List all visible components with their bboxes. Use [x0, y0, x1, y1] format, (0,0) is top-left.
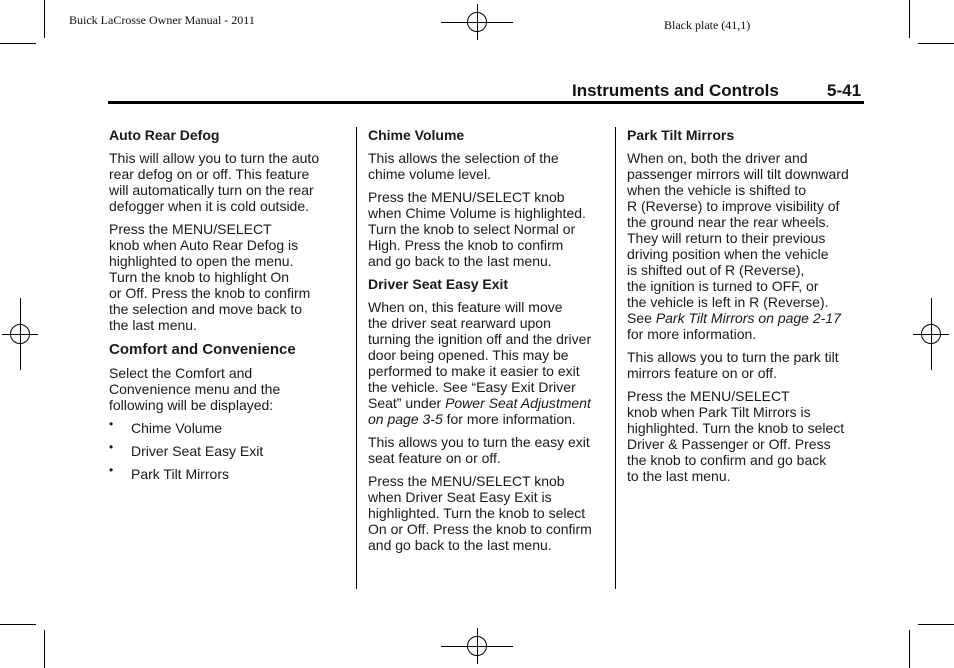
column-rule	[615, 127, 616, 589]
paragraph: This allows you to turn the easy exit seat feature on or off.	[368, 434, 590, 466]
section-title: Instruments and Controls	[572, 81, 779, 100]
crop-mark	[909, 630, 910, 668]
page-number: 5-41	[827, 81, 862, 100]
paragraph: Press the MENU/SELECT knob when Chime Volume is highlighted. Turn the knob to select Normal or High. Press the knob to confirm and go back to the last menu.	[368, 189, 586, 269]
header-rule	[108, 101, 864, 104]
column-rule	[356, 127, 357, 589]
crop-mark	[44, 0, 45, 38]
paragraph: Select the Comfort and Convenience menu and the following will be displayed:	[109, 365, 281, 413]
paragraph: This allows you to turn the park tilt mirrors feature on or off.	[627, 349, 839, 381]
heading-driver-seat-easy-exit: Driver Seat Easy Exit	[368, 276, 509, 292]
bullet-icon: •	[109, 463, 114, 477]
heading-comfort-and-convenience: Comfort and Convenience	[109, 341, 296, 358]
registration-mark-top	[459, 4, 495, 40]
paragraph: Press the MENU/SELECT knob when Driver Seat Easy Exit is highlighted. Turn the knob to select On or Off. Press the knob to confirm and go back to the last menu.	[368, 473, 592, 553]
registration-mark-bottom	[459, 628, 495, 664]
column-2	[368, 127, 608, 560]
crop-mark	[918, 43, 954, 44]
cross-reference[interactable]: Power Seat Adjustment	[445, 395, 591, 411]
registration-mark-left	[2, 316, 38, 352]
paragraph: When on, this feature will move the driver seat rearward upon turning the ignition off and the driver door being opened. This may be performed to make it easier to exit the vehicle. See “Easy Exit Driver Seat” under Power Seat Adjustment on page 3‑5 for more information.	[368, 299, 592, 427]
heading-park-tilt-mirrors: Park Tilt Mirrors	[627, 127, 735, 143]
column-1	[109, 127, 349, 489]
paragraph: This will allow you to turn the auto rear defog on or off. This feature will automatically turn on the rear defogger when it is cold outside.	[109, 150, 320, 214]
bullet-list	[109, 417, 349, 482]
paragraph: Press the MENU/SELECT knob when Park Tilt Mirrors is highlighted. Turn the knob to select Driver & Passenger or Off. Press the knob to confirm and go back to the last menu.	[627, 388, 845, 484]
column-3	[627, 127, 867, 491]
list-item: • Chime Volume	[109, 417, 223, 436]
crop-mark	[0, 43, 36, 44]
manual-title: Buick LaCrosse Owner Manual - 2011	[69, 13, 255, 27]
bullet-icon: •	[109, 440, 114, 454]
crop-mark	[909, 0, 910, 38]
crop-mark	[918, 624, 954, 625]
plate-label: Black plate (41,1)	[664, 18, 751, 32]
list-item: • Driver Seat Easy Exit	[109, 440, 264, 459]
paragraph: This allows the selection of the chime volume level.	[368, 150, 559, 182]
heading-chime-volume: Chime Volume	[368, 127, 465, 143]
cross-reference[interactable]: on page 3‑5	[368, 411, 443, 427]
crop-mark	[0, 624, 36, 625]
heading-auto-rear-defog: Auto Rear Defog	[109, 127, 220, 143]
cross-reference[interactable]: Park Tilt Mirrors on page 2‑17	[655, 310, 841, 326]
crop-mark	[44, 630, 45, 668]
registration-mark-right	[913, 316, 949, 352]
bullet-icon: •	[109, 417, 114, 431]
paragraph: Press the MENU/SELECT knob when Auto Rear Defog is highlighted to open the menu. Turn the knob to highlight On or Off. Press the knob to confirm the selection and move back to the last menu.	[109, 221, 311, 333]
list-item: • Park Tilt Mirrors	[109, 463, 229, 482]
paragraph: When on, both the driver and passenger mirrors will tilt downward when the vehicle is shifted to R (Reverse) to improve visibility of the ground near the rear wheels. They will return to their previous driving position when the vehicle is shifted out of R (Reverse), the ignition is turned to OFF, or the vehicle is left in R (Reverse). See Park Tilt Mirrors on page 2‑17 for more information.	[627, 150, 849, 342]
